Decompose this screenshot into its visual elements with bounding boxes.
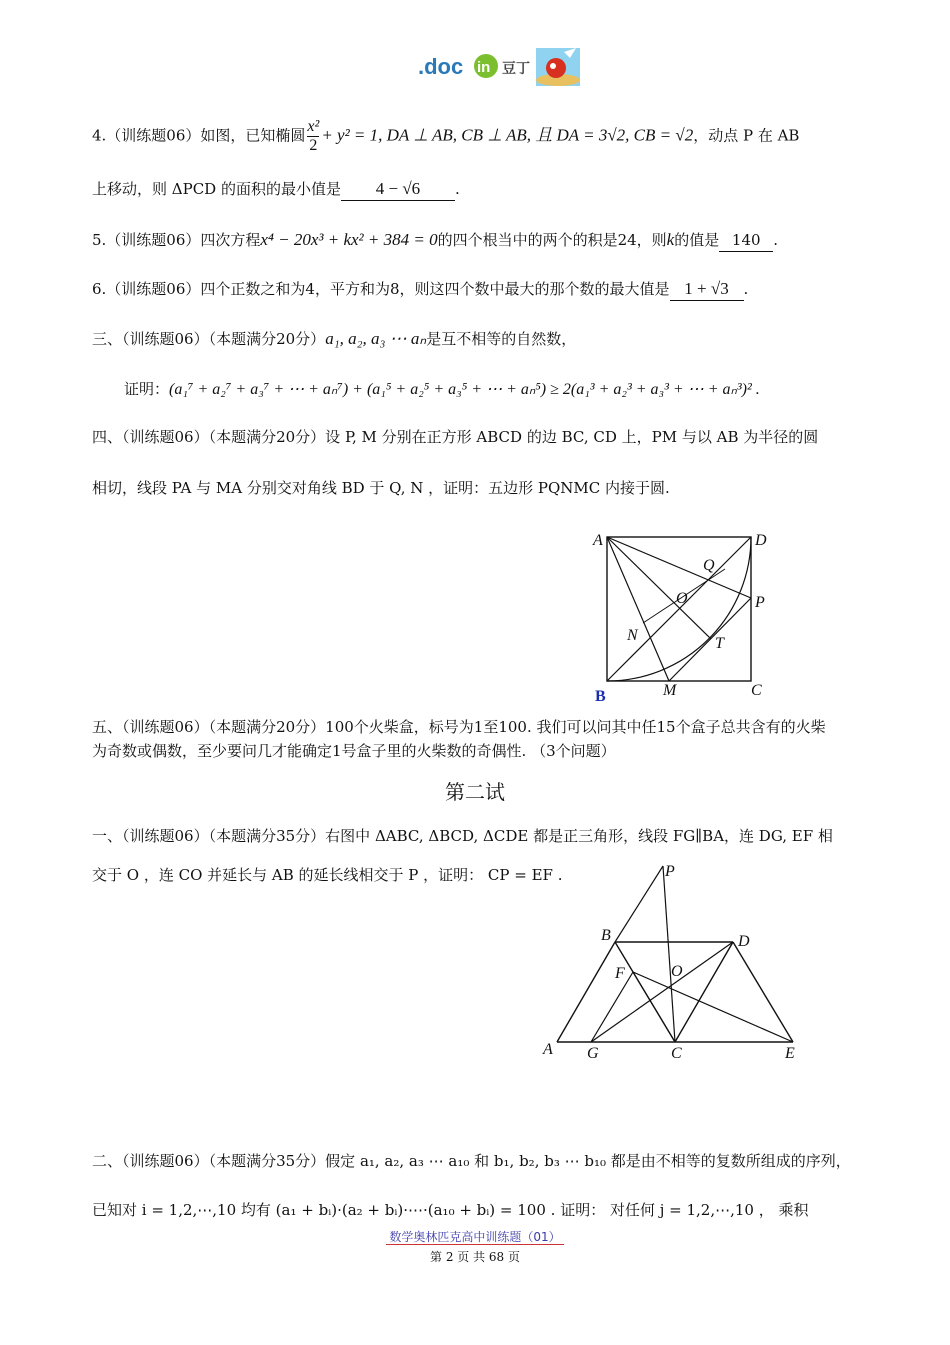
- fig2-label-o: O: [671, 963, 683, 980]
- fig1-label-b: B: [595, 688, 606, 705]
- s3-vars: a₁, a₂, a₃ ⋯ aₙ: [325, 329, 427, 348]
- segment-ab: [557, 942, 615, 1042]
- question-4-line2: [92, 178, 460, 201]
- triangles-figure: [535, 858, 810, 1068]
- section-4-line1: [92, 426, 818, 448]
- test2-q2-line1: [92, 1150, 851, 1172]
- segment-fe: [633, 972, 793, 1042]
- q5-prefix: 5.（训练题06）四次方程: [92, 231, 261, 249]
- s4-line1-text: 四、（训练题06）（本题满分20分）设 P, M 分别在正方形 ABCD 的边 BC, CD 上，PM 与以 AB 为半径的圆: [92, 428, 819, 446]
- q4-line2-pre: 上移动，则 ΔPCD 的面积的最小值是: [92, 180, 341, 198]
- q4-frac-den: 2: [309, 137, 318, 154]
- q6-end: .: [743, 280, 749, 298]
- docin-logo[interactable]: [418, 44, 588, 88]
- t1-line2-text: 交于 O ，连 CO 并延长与 AB 的延长线相交于 P ，证明： CP = EF .: [92, 866, 563, 884]
- section-4-line2: [92, 477, 670, 499]
- fig2-label-d: D: [738, 933, 750, 950]
- question-5: [92, 229, 778, 252]
- logo-mascot-icon: [536, 48, 580, 86]
- q5-end: .: [773, 231, 779, 249]
- fig2-label-g: G: [587, 1045, 599, 1062]
- segment-gf: [591, 972, 633, 1042]
- logo-brand-text: .doc: [418, 54, 464, 79]
- t2-line2-text: 已知对 i = 1,2,⋯,10 均有 (a₁ + bᵢ)·(a₂ + bᵢ)·⋯·(a₁₀ + bᵢ) = 100 . 证明： 对任何 j = 1,2,⋯,10 ， 乘积: [92, 1201, 809, 1219]
- q5-equation: x⁴ − 20x³ + kx² + 384 = 0: [260, 230, 438, 249]
- section-5-line1: [92, 716, 826, 738]
- segment-ma: [607, 537, 669, 681]
- q5-answer: 140: [719, 229, 773, 252]
- fig1-label-o: O: [676, 590, 688, 607]
- q6-answer: 1 + √3: [670, 278, 744, 301]
- q5-post: 的值是: [674, 231, 720, 249]
- fig2-label-f: F: [615, 965, 625, 982]
- q4-expression: + y² = 1, DA ⊥ AB, CB ⊥ AB, 且 DA = 3√2, CB = √2: [321, 125, 694, 145]
- segment-fc: [633, 972, 675, 1042]
- s3-inequality: (a₁⁷ + a₂⁷ + a₃⁷ + ⋯ + aₙ⁷) + (a₁⁵ + a₂⁵ + a₃⁵ + ⋯ + aₙ⁵) ≥ 2(a₁³ + a₂³ + a₃³ + ⋯ + aₙ³)² .: [169, 381, 760, 398]
- fig1-label-m: M: [663, 682, 677, 699]
- section-3-statement: [92, 328, 576, 350]
- q4-prefix: 4.（训练题06）如图，已知椭圆: [92, 126, 306, 145]
- fig1-label-a: A: [593, 532, 603, 549]
- q4-frac-num: x²: [307, 118, 320, 135]
- q5-k: k: [666, 230, 675, 249]
- s3-proof-label: 证明：: [124, 380, 170, 398]
- footer-doc-link[interactable]: [0, 1228, 950, 1245]
- test2-q1-line2: [92, 864, 563, 886]
- fig2-label-b: B: [601, 927, 611, 944]
- fig1-label-p: P: [755, 594, 765, 611]
- test2-q1-line1: [92, 825, 833, 847]
- s4-line2-text: 相切，线段 PA 与 MA 分别交对角线 BD 于 Q, N ，证明：五边形 PQNMC 内接于圆.: [92, 479, 670, 497]
- square-circle-figure: [585, 525, 785, 705]
- segment-pa: [607, 537, 751, 598]
- segment-cd: [675, 942, 733, 1042]
- s5-line2-text: 为奇数或偶数，至少要问几才能确定1号盒子里的火柴数的奇偶性. （3个问题）: [92, 742, 616, 760]
- t1-line1-text: 一、（训练题06）（本题满分35分）右图中 ΔABC, ΔBCD, ΔCDE 都是正三角形，线段 FG∥BA，连 DG, EF 相: [92, 827, 833, 845]
- question-4-line1: [92, 118, 799, 155]
- q4-answer: 4 − √6: [341, 178, 455, 201]
- segment-de: [733, 942, 793, 1042]
- footer-page-number: 第 2 页 共 68 页: [430, 1250, 520, 1264]
- t2-line1-text: 二、（训练题06）（本题满分35分）假定 a₁, a₂, a₃ ⋯ a₁₀ 和 b₁, b₂, b₃ ⋯ b₁₀ 都是由不相等的复数所组成的序列，: [92, 1152, 851, 1170]
- fig1-label-n: N: [627, 627, 638, 644]
- q5-mid: 的四个根当中的两个的积是24，则: [437, 231, 667, 249]
- q6-text: 6.（训练题06）四个正数之和为4，平方和为8，则这四个数中最大的那个数的最大值是: [92, 280, 670, 298]
- section-5-line2: [92, 740, 616, 762]
- fig2-label-e: E: [785, 1045, 795, 1062]
- fig1-label-q: Q: [703, 557, 715, 574]
- fig2-label-a: A: [543, 1041, 553, 1058]
- s3-prefix: 三、（训练题06）（本题满分20分）: [92, 330, 326, 348]
- section-3-proof: [124, 378, 760, 401]
- fig2-label-p: P: [665, 863, 675, 880]
- second-test-heading: 第二试: [445, 780, 505, 804]
- s3-suffix: 是互不相等的自然数，: [426, 330, 577, 348]
- fig1-label-d: D: [755, 532, 767, 549]
- segment-pc: [663, 866, 675, 1042]
- logo-cn-text: 豆丁: [502, 61, 530, 77]
- test2-q2-line2: [92, 1199, 809, 1221]
- fig1-label-c: C: [751, 682, 762, 699]
- q4-suffix: ，动点 P 在 AB: [693, 126, 800, 145]
- logo-badge-text: in: [477, 59, 491, 76]
- question-6: [92, 278, 748, 301]
- segment-bp: [615, 866, 663, 942]
- fig2-label-c: C: [671, 1045, 682, 1062]
- q4-fraction: [307, 118, 319, 155]
- segment-gd: [591, 942, 733, 1042]
- s5-line1-text: 五、（训练题06）（本题满分20分）100个火柴盒，标号为1至100. 我们可以问其中任15个盒子总共含有的火柴: [92, 718, 826, 736]
- fig1-label-t: T: [715, 635, 724, 652]
- footer-link-text: 数学奥林匹克高中训练题（01）: [386, 1230, 563, 1245]
- q4-line2-post: .: [454, 180, 460, 198]
